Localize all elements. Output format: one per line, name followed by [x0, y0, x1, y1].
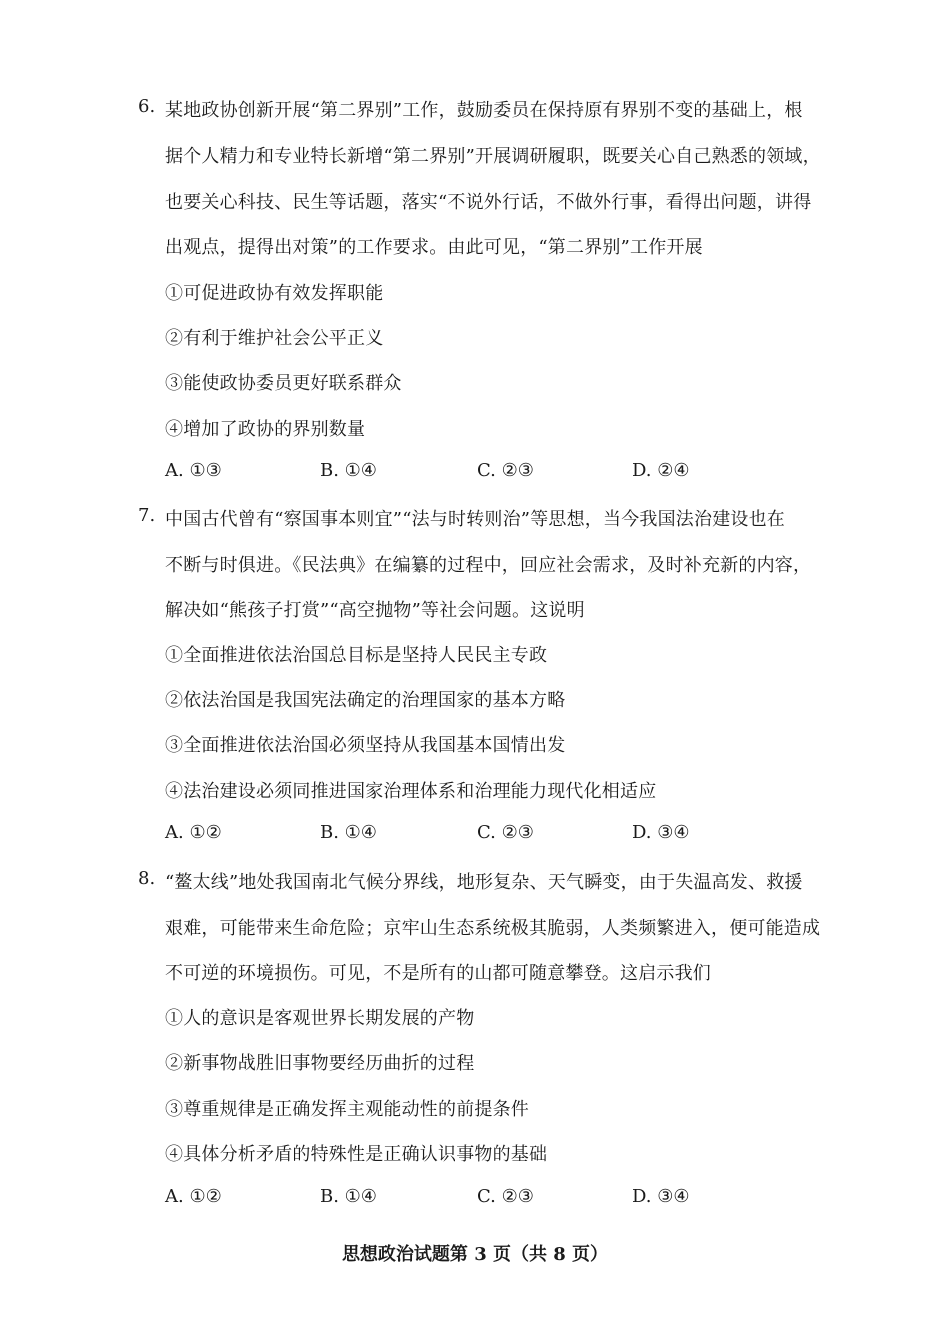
answer-option-a: A. ①②	[165, 822, 222, 843]
question-text-line: 艰难，可能带来生命危险；京牢山生态系统极其脆弱，人类频繁进入，便可能造成	[165, 918, 821, 939]
answer-option-b: B. ①④	[320, 460, 377, 481]
question-text-line: “鳌太线”地处我国南北气候分界线，地形复杂、天气瞬变，由于失温高发、救援	[165, 872, 803, 893]
question-text-line: 据个人精力和专业特长新增“第二界别”开展调研履职，既要关心自己熟悉的领域，	[165, 146, 821, 167]
answer-option-b: B. ①④	[320, 822, 377, 843]
statement: ④具体分析矛盾的特殊性是正确认识事物的基础	[165, 1144, 548, 1165]
question-number: 8.	[138, 868, 156, 889]
question-text-line: 中国古代曾有“察国事本则宜”“法与时转则治”等思想，当今我国法治建设也在	[165, 509, 786, 530]
answer-option-a: A. ①③	[165, 460, 222, 481]
statement: ③能使政协委员更好联系群众	[165, 373, 402, 394]
statement: ②依法治国是我国宪法确定的治理国家的基本方略	[165, 690, 566, 711]
answer-option-d: D. ③④	[632, 1186, 690, 1207]
page-footer: 思想政治试题第 3 页（共 8 页）	[341, 1244, 609, 1265]
question-number: 7.	[138, 505, 156, 526]
statement: ①全面推进依法治国总目标是坚持人民民主专政	[165, 645, 548, 666]
statement: ④增加了政协的界别数量	[165, 419, 366, 440]
statement: ②新事物战胜旧事物要经历曲折的过程	[165, 1053, 475, 1074]
question-number: 6.	[138, 96, 156, 117]
answer-option-c: C. ②③	[477, 1186, 534, 1207]
answer-option-d: D. ③④	[632, 822, 690, 843]
answer-option-c: C. ②③	[477, 460, 534, 481]
question-text-line: 不可逆的环境损伤。可见，不是所有的山都可随意攀登。这启示我们	[165, 963, 711, 984]
question-text-line: 某地政协创新开展“第二界别”工作，鼓励委员在保持原有界别不变的基础上，根	[165, 100, 803, 121]
answer-option-c: C. ②③	[477, 822, 534, 843]
statement: ②有利于维护社会公平正义	[165, 328, 384, 349]
statement: ①人的意识是客观世界长期发展的产物	[165, 1008, 475, 1029]
question-text-line: 也要关心科技、民生等话题，落实“不说外行话，不做外行事，看得出问题，讲得	[165, 192, 812, 213]
statement: ④法治建设必须同推进国家治理体系和治理能力现代化相适应	[165, 781, 657, 802]
statement: ③全面推进依法治国必须坚持从我国基本国情出发	[165, 735, 566, 756]
question-text-line: 解决如“熊孩子打赏”“高空抛物”等社会问题。这说明	[165, 600, 585, 621]
statement: ③尊重规律是正确发挥主观能动性的前提条件	[165, 1099, 529, 1120]
answer-option-a: A. ①②	[165, 1186, 222, 1207]
question-text-line: 出观点，提得出对策”的工作要求。由此可见，“第二界别”工作开展	[165, 237, 703, 258]
answer-option-d: D. ②④	[632, 460, 690, 481]
question-text-line: 不断与时俱进。《民法典》在编纂的过程中，回应社会需求，及时补充新的内容，	[165, 555, 812, 576]
answer-option-b: B. ①④	[320, 1186, 377, 1207]
statement: ①可促进政协有效发挥职能	[165, 283, 384, 304]
